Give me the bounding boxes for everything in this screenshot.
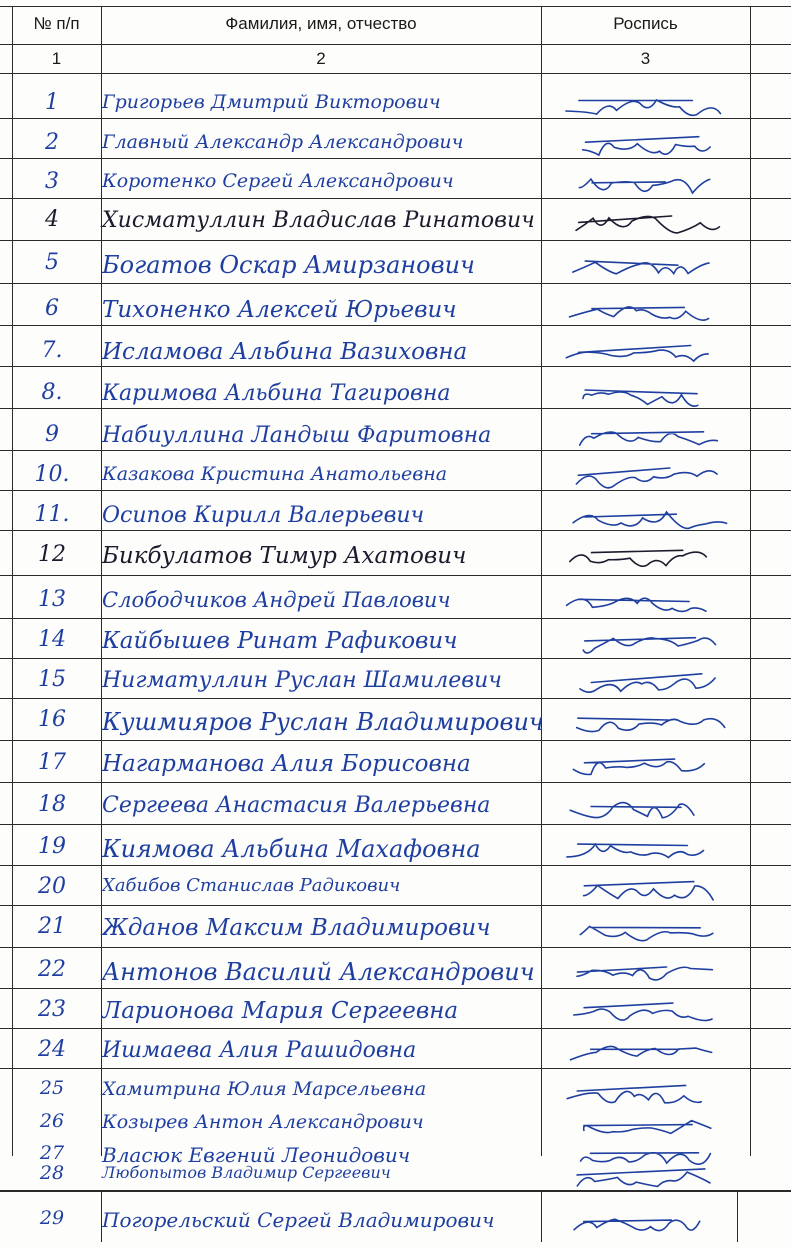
row-full-name: Ларионова Мария Сергеевна <box>102 998 459 1024</box>
handwritten-signature <box>545 834 745 875</box>
row-full-name: Нагарманова Алия Борисовна <box>102 751 471 777</box>
row-full-name: Киямова Альбина Махафовна <box>102 835 481 863</box>
row-full-name: Нигматуллин Руслан Шамилевич <box>102 668 502 693</box>
table-row <box>0 995 791 1035</box>
table-row <box>0 420 791 460</box>
header-name-title: Фамилия, имя, отчество <box>225 14 417 33</box>
row-number: 10. <box>34 462 70 487</box>
row-number: 24 <box>38 1037 66 1062</box>
row-number: 8. <box>41 380 63 405</box>
row-number: 18 <box>38 792 66 817</box>
row-full-name: Кушмияров Руслан Владимирович <box>102 708 544 736</box>
table-row <box>0 167 791 205</box>
table-row <box>0 585 791 625</box>
header-signature-index: 3 <box>640 49 651 68</box>
row-number: 23 <box>38 997 66 1022</box>
row-number: 20 <box>38 874 66 899</box>
table-row <box>0 540 791 585</box>
row-number: 3 <box>45 169 59 194</box>
table-row <box>0 625 791 665</box>
row-full-name: Коротенко Сергей Александрович <box>102 170 454 192</box>
row-full-name: Сергеева Анастасия Валерьевна <box>102 793 491 818</box>
row-number: 13 <box>38 587 66 612</box>
row-full-name: Кайбышев Ринат Рафикович <box>102 628 458 654</box>
row-full-name: Тихоненко Алексей Юрьевич <box>102 297 457 323</box>
row-number: 6 <box>45 296 59 321</box>
header-name-index: 2 <box>316 49 326 68</box>
row-number: 5 <box>45 250 59 275</box>
table-row <box>0 705 791 748</box>
header-divider <box>0 44 791 45</box>
row-full-name: Любопытов Владимир Сергеевич <box>102 1163 391 1182</box>
table-row <box>0 1205 791 1242</box>
handwritten-signature <box>545 914 745 955</box>
table-row <box>0 832 791 872</box>
row-number: 27 <box>39 1142 65 1164</box>
handwritten-signature <box>545 957 745 998</box>
row-number: 7. <box>41 338 63 363</box>
row-number: 17 <box>38 750 66 775</box>
row-full-name: Жданов Максим Владимирович <box>102 915 491 941</box>
table-row <box>0 128 791 168</box>
row-full-name: Бикбулатов Тимур Ахатович <box>102 543 467 569</box>
table-row <box>0 336 791 378</box>
handwritten-signature <box>545 380 745 421</box>
table-row <box>0 88 791 128</box>
table-row <box>0 294 791 336</box>
handwritten-signature <box>545 130 745 171</box>
row-number: 4 <box>45 207 59 232</box>
table-row <box>0 790 791 832</box>
handwritten-signature <box>545 750 745 791</box>
handwritten-signature <box>545 627 745 668</box>
table-row <box>0 955 791 995</box>
handwritten-signature <box>545 587 745 628</box>
table-row <box>0 378 791 420</box>
handwritten-signature <box>545 90 745 131</box>
row-full-name: Слободчиков Андрей Павлович <box>102 588 451 612</box>
row-full-name: Богатов Оскар Амирзанович <box>102 251 475 279</box>
handwritten-signature <box>545 707 745 748</box>
row-full-name: Исламова Альбина Вазиховна <box>102 339 468 365</box>
row-full-name: Власюк Евгений Леонидович <box>102 1143 411 1167</box>
row-number: 22 <box>38 957 66 982</box>
row-full-name: Ишмаева Алия Рашидовна <box>102 1038 417 1063</box>
row-full-name: Главный Александр Александрович <box>102 131 464 153</box>
row-number: 15 <box>38 667 66 692</box>
row-full-name: Хабибов Станислав Радикович <box>102 875 401 896</box>
handwritten-signature <box>545 1162 745 1203</box>
table-row <box>0 1160 791 1190</box>
row-number: 14 <box>38 627 66 652</box>
handwritten-signature <box>545 338 745 379</box>
table-row <box>0 748 791 790</box>
row-full-name: Казакова Кристина Анатольевна <box>102 463 448 485</box>
table-row <box>0 500 791 540</box>
row-full-name: Григорьев Дмитрий Викторович <box>102 91 441 113</box>
row-number: 28 <box>39 1162 65 1184</box>
table-row <box>0 460 791 500</box>
row-full-name: Хамитрина Юлия Марсельевна <box>102 1078 427 1100</box>
row-full-name: Погорельский Сергей Владимирович <box>102 1208 495 1232</box>
row-number: 16 <box>38 707 66 732</box>
header-signature-title: Роспись <box>613 14 678 33</box>
handwritten-signature <box>545 296 745 337</box>
handwritten-signature <box>545 1037 745 1078</box>
table-top-border <box>0 6 791 7</box>
handwritten-signature <box>545 542 745 583</box>
row-number: 12 <box>38 542 66 567</box>
handwritten-signature <box>545 997 745 1038</box>
row-full-name: Осипов Кирилл Валерьевич <box>102 503 425 528</box>
handwritten-signature <box>545 502 745 543</box>
handwritten-signature <box>545 462 745 503</box>
row-full-name: Козырев Антон Александрович <box>102 1111 424 1133</box>
table-row <box>0 872 791 912</box>
handwritten-signature <box>545 250 745 291</box>
table-row <box>0 1140 791 1167</box>
handwritten-signature <box>545 207 745 248</box>
row-number: 11. <box>34 502 70 527</box>
handwritten-signature <box>545 169 745 210</box>
table-row <box>0 665 791 705</box>
handwritten-signature <box>545 874 745 915</box>
table-row <box>0 912 791 955</box>
header-number-index: 1 <box>51 49 62 68</box>
row-number: 1 <box>45 90 59 115</box>
row-full-name: Хисматуллин Владислав Ринатович <box>102 208 535 233</box>
table-row <box>0 205 791 248</box>
row-number: 21 <box>38 914 66 939</box>
table-row <box>0 1035 791 1075</box>
table-row <box>0 1075 791 1108</box>
table-row <box>0 248 791 294</box>
row-number: 2 <box>45 130 59 155</box>
row-number: 26 <box>39 1110 65 1132</box>
handwritten-signature <box>545 667 745 708</box>
row-number: 25 <box>39 1077 65 1099</box>
row-full-name: Антонов Василий Александрович <box>102 958 535 986</box>
row-number: 9 <box>45 422 59 447</box>
row-full-name: Набиуллина Ландыш Фаритовна <box>102 423 492 448</box>
row-number: 19 <box>38 834 66 859</box>
header-number-title: № п/п <box>33 14 80 33</box>
header-bottom-border <box>0 73 791 74</box>
table-row <box>0 1108 791 1140</box>
handwritten-signature <box>545 422 745 463</box>
row-full-name: Каримова Альбина Тагировна <box>102 381 451 406</box>
handwritten-signature <box>545 792 745 833</box>
row-number: 29 <box>39 1207 65 1229</box>
